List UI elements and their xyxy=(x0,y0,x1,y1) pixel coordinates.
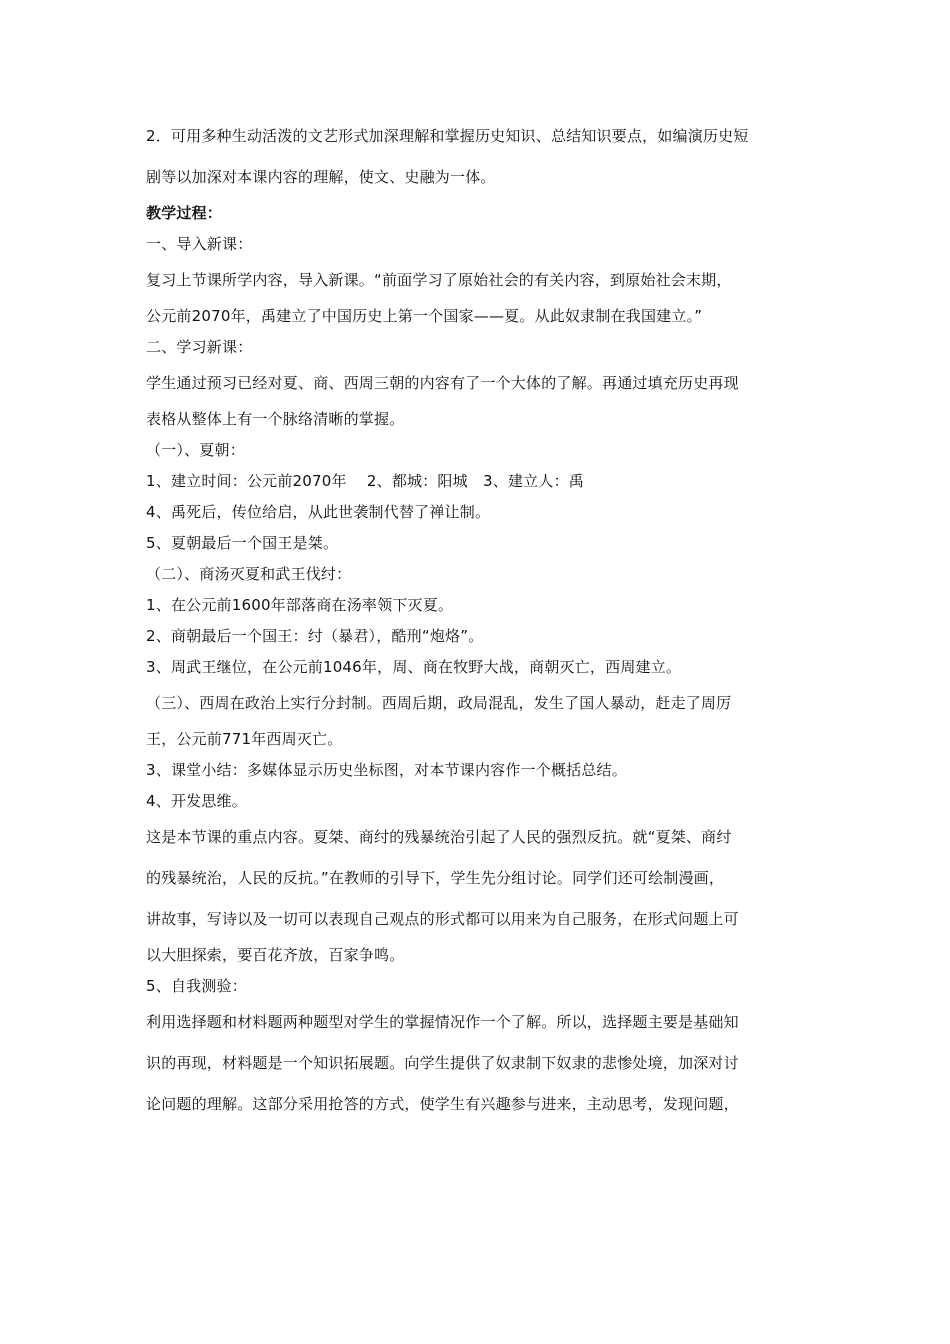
paragraph-line: 讲故事，写诗以及一切可以表现自己观点的形式都可以用来为自己服务，在形式问题上可 xyxy=(146,910,739,928)
paragraph-line: 3、课堂小结：多媒体显示历史坐标图，对本节课内容作一个概括总结。 xyxy=(146,761,627,779)
paragraph-line: 二、学习新课： xyxy=(146,338,253,356)
paragraph-line: 2．可用多种生动活泼的文艺形式加深理解和掌握历史知识、总结知识要点，如编演历史短 xyxy=(146,127,749,145)
paragraph-line: 一、导入新课： xyxy=(146,235,253,253)
paragraph-line: 利用选择题和材料题两种题型对学生的掌握情况作一个了解。所以，选择题主要是基础知 xyxy=(146,1013,739,1031)
paragraph-line: 剧等以加深对本课内容的理解，使文、史融为一体。 xyxy=(146,168,496,186)
paragraph-line: 以大胆探索，要百花齐放，百家争鸣。 xyxy=(146,946,405,964)
paragraph-line: 的残暴统治，人民的反抗。”在教师的引导下，学生先分组讨论。同学们还可绘制漫画， xyxy=(146,869,725,887)
paragraph-line: 1、建立时间：公元前2070年 2、都城：阳城 3、建立人：禹 xyxy=(146,472,584,490)
paragraph-line: 5、夏朝最后一个国王是桀。 xyxy=(146,534,339,552)
paragraph-line: 2、商朝最后一个国王：纣（暴君），酷刑“炮烙”。 xyxy=(146,627,484,645)
paragraph-line: 1、在公元前1600年部落商在汤率领下灭夏。 xyxy=(146,596,454,614)
document-body xyxy=(146,116,808,1125)
paragraph-line: 王，公元前771年西周灭亡。 xyxy=(146,730,343,748)
paragraph-line: 4、禹死后，传位给启，从此世袭制代替了禅让制。 xyxy=(146,503,491,521)
paragraph-line: 复习上节课所学内容，导入新课。“前面学习了原始社会的有关内容，到原始社会末期， xyxy=(146,271,732,289)
paragraph-line: 5、自我测验： xyxy=(146,977,247,995)
paragraph-line: 公元前2070年，禹建立了中国历史上第一个国家——夏。从此奴隶制在我国建立。” xyxy=(146,307,703,325)
section-heading: 教学过程： xyxy=(146,204,223,222)
paragraph-line: 学生通过预习已经对夏、商、西周三朝的内容有了一个大体的了解。再通过填充历史再现 xyxy=(146,374,739,392)
paragraph-line: 3、周武王继位，在公元前1046年，周、商在牧野大战，商朝灭亡，西周建立。 xyxy=(146,658,682,676)
paragraph-line: （一）、夏朝： xyxy=(146,441,245,459)
paragraph-line: （二）、商汤灭夏和武王伐纣： xyxy=(146,565,352,583)
paragraph-line: 这是本节课的重点内容。夏桀、商纣的残暴统治引起了人民的强烈反抗。就“夏桀、商纣 xyxy=(146,828,732,846)
paragraph-line: 论问题的理解。这部分采用抢答的方式，使学生有兴趣参与进来，主动思考，发现问题， xyxy=(146,1095,739,1113)
paragraph-line: 4、开发思维。 xyxy=(146,792,247,810)
paragraph-line: 表格从整体上有一个脉络清晰的掌握。 xyxy=(146,410,405,428)
paragraph-line: 识的再现，材料题是一个知识拓展题。向学生提供了奴隶制下奴隶的悲惨处境，加深对讨 xyxy=(146,1054,739,1072)
paragraph-line: （三）、西周在政治上实行分封制。西周后期，政局混乱，发生了国人暴动，赶走了周厉 xyxy=(146,694,732,712)
